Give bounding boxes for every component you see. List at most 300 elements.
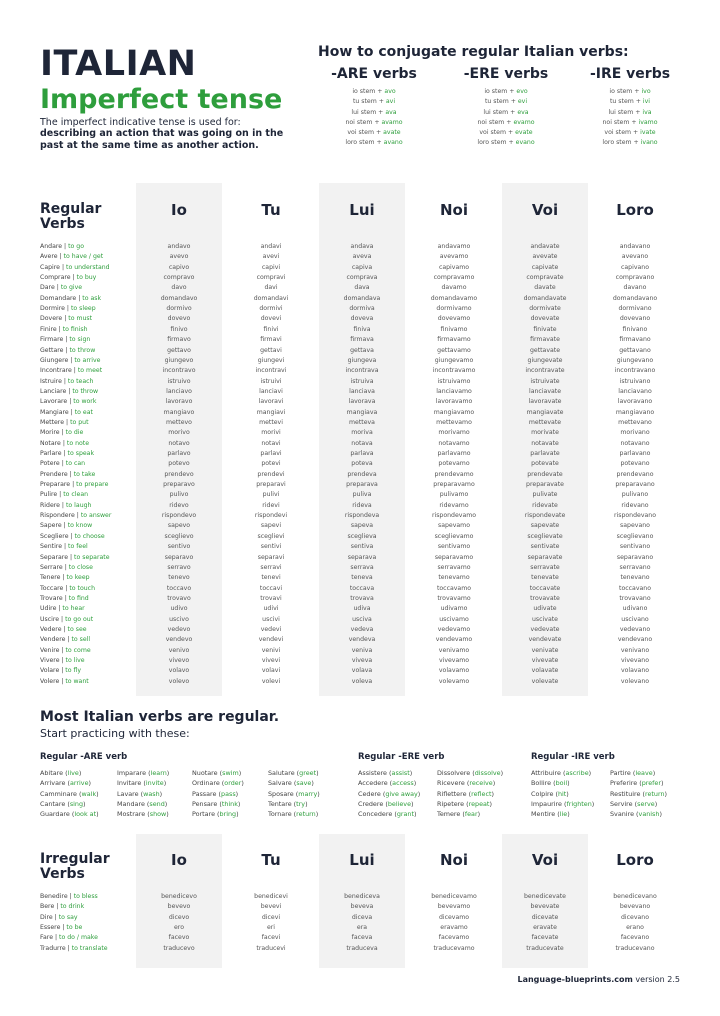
conjugated-form: potevamo <box>438 460 470 468</box>
practice-paren-close: ) <box>166 810 169 819</box>
verb-english: to prepare <box>76 481 109 489</box>
conjugated-form: gettavate <box>529 346 561 354</box>
conjugated-form: rispondevate <box>524 512 566 520</box>
practice-verb-english: try <box>296 799 306 808</box>
practice-paren-close: ) <box>235 789 239 798</box>
conjugated-form: notavate <box>531 439 559 447</box>
practice-verb-english: walk <box>81 789 97 798</box>
conjugated-form: dormivamo <box>436 305 472 313</box>
practice-paren-close: ) <box>83 799 86 808</box>
verb-english: to want <box>65 677 89 685</box>
verb-infinitive <box>40 563 93 573</box>
conjugation-group <box>314 66 434 149</box>
verb-italian: Istruire <box>40 377 62 385</box>
conjugation-rule <box>314 87 434 97</box>
practice-paren-open: ( <box>293 799 297 808</box>
conjugated-form: ridevamo <box>439 501 469 509</box>
verb-infinitive <box>40 470 95 480</box>
verb-infinitive <box>40 615 93 625</box>
conjugated-form: volevi <box>261 677 281 685</box>
practice-verb-italian: Mostrare <box>117 810 148 819</box>
practice-verb-italian: Invitare <box>117 779 144 788</box>
practice-verb <box>40 778 91 788</box>
practice-paren-close: ) <box>500 769 504 777</box>
conjugated-form: vedevate <box>530 625 560 633</box>
pronoun-header-lui: Lui <box>349 851 375 869</box>
conjugated-form: capivi <box>261 263 281 271</box>
conjugated-form: notava <box>351 439 373 447</box>
conjugated-form: bevevo <box>167 903 191 911</box>
conjugated-form: dicevamo <box>438 913 470 921</box>
conjugation-rule <box>570 128 690 138</box>
verb-separator: | <box>67 893 74 900</box>
conjugated-form: andavate <box>530 243 560 250</box>
conjugated-form: lanciavo <box>166 387 192 395</box>
conjugated-form: separavano <box>616 553 654 561</box>
conjugated-form: dovevamo <box>437 315 471 323</box>
verb-infinitive <box>40 625 87 635</box>
conjugated-form: istruiva <box>350 377 374 385</box>
conjugated-form: notavano <box>620 439 650 447</box>
conjugation-stem: io stem + <box>352 88 385 95</box>
verb-separator: | <box>60 439 67 447</box>
verb-italian: Tradurre <box>40 944 66 952</box>
conjugated-form: parlavo <box>167 450 191 457</box>
practice-verb-english: greet <box>299 769 317 777</box>
conjugation-stem: io stem + <box>609 88 642 95</box>
conjugated-form: beveva <box>350 903 374 911</box>
conjugated-form: dormivate <box>529 305 561 313</box>
conjugated-form: incontravano <box>614 367 656 375</box>
regular-verbs-title: Regular Verbs <box>40 201 102 232</box>
conjugated-form: separavamo <box>434 553 474 561</box>
conjugation-stem: loro stem + <box>602 139 641 147</box>
conjugated-form: sentivano <box>619 543 651 551</box>
practice-verb-italian: Cedere <box>358 789 383 798</box>
conjugation-ending: ivano <box>640 139 658 147</box>
conjugated-form: rispondevamo <box>431 512 477 520</box>
verb-separator: | <box>62 315 69 323</box>
verb-english: to speak <box>67 450 95 457</box>
practice-verb-italian: Restituire <box>610 789 643 798</box>
page-title: ITALIAN <box>40 44 197 84</box>
conjugated-form: bevevamo <box>437 903 471 911</box>
conjugated-form: veniva <box>351 646 373 654</box>
conjugation-rule <box>570 97 690 107</box>
practice-verb-english: boil <box>555 779 568 788</box>
verb-english: to be <box>66 924 83 932</box>
verb-separator: | <box>68 408 75 416</box>
verb-italian: Lavorare <box>40 398 68 406</box>
conjugated-form: serrava <box>350 563 374 571</box>
verb-italian: Sapere <box>40 522 62 530</box>
conjugated-form: traducevano <box>615 944 655 952</box>
practice-paren-close: ) <box>477 810 481 819</box>
pronoun-header-loro: Loro <box>616 851 654 869</box>
conjugated-form: separavate <box>527 553 563 561</box>
practice-paren-close: ) <box>566 789 569 798</box>
verb-infinitive <box>40 408 93 418</box>
verb-separator: | <box>68 356 75 364</box>
verb-infinitive <box>40 459 85 469</box>
practice-verb-english: give away <box>385 789 418 798</box>
practice-paren-open: ( <box>389 779 393 788</box>
practice-verb-english: vanish <box>638 810 660 819</box>
conjugated-form: toccava <box>349 584 375 592</box>
conjugation-ending: ivi <box>642 98 651 106</box>
practice-verb <box>268 778 314 788</box>
practice-paren-close: ) <box>164 799 168 808</box>
verb-infinitive <box>40 944 108 954</box>
verb-infinitive <box>40 490 88 500</box>
practice-verb <box>268 799 308 809</box>
practice-paren-open: ( <box>563 769 566 777</box>
practice-paren-close: ) <box>315 810 319 819</box>
practice-verb-italian: Portare <box>192 810 218 819</box>
conjugated-form: bevevano <box>619 903 651 911</box>
conjugated-form: preparavano <box>615 481 655 489</box>
verb-english: to touch <box>69 584 95 592</box>
practice-verb <box>610 809 662 819</box>
conjugated-form: moriva <box>351 429 373 437</box>
conjugated-form: diceva <box>351 913 373 921</box>
practice-verb-italian: Camminare <box>40 789 80 798</box>
practice-verb <box>40 768 81 778</box>
verb-separator: | <box>64 305 71 313</box>
conjugated-form: compravo <box>163 274 195 282</box>
conjugated-form: prendevo <box>164 470 194 478</box>
practice-verb-english: believe <box>387 799 412 808</box>
conjugated-form: sapeva <box>350 522 374 530</box>
conjugated-form: sapevo <box>167 522 191 530</box>
page-subtitle: Imperfect tense <box>40 84 283 115</box>
conjugated-form: davo <box>171 284 187 292</box>
verb-italian: Separare <box>40 553 69 561</box>
conjugated-form: dormivano <box>618 305 652 313</box>
verb-infinitive <box>40 656 85 666</box>
verb-infinitive <box>40 604 85 614</box>
verb-italian: Trovare <box>40 594 63 602</box>
conjugated-form: udivo <box>170 605 188 613</box>
practice-paren-close: ) <box>661 779 664 788</box>
verb-separator: | <box>68 553 75 561</box>
conjugated-form: uscivate <box>532 615 558 623</box>
practice-paren-close: ) <box>96 789 99 798</box>
practice-paren-open: ( <box>79 789 82 798</box>
conjugated-form: dicevo <box>168 913 190 921</box>
verb-english: to sleep <box>70 305 96 313</box>
practice-verb-english: assist <box>391 769 410 777</box>
practice-paren-open: ( <box>466 779 470 788</box>
conjugated-form: parlava <box>350 450 374 457</box>
conjugated-form: firmava <box>350 336 374 344</box>
verb-italian: Scegliere <box>40 532 69 540</box>
practice-paren-open: ( <box>462 810 465 819</box>
conjugated-form: gettavi <box>260 346 282 354</box>
practice-verb-english: grant <box>396 810 414 819</box>
practice-verb-english: reflect <box>471 789 492 798</box>
practice-verb-italian: Imparare <box>117 769 149 777</box>
conjugated-form: rispondevo <box>161 512 197 520</box>
practice-verb-english: swim <box>222 769 239 777</box>
conjugated-form: mettevano <box>618 418 652 426</box>
verb-infinitive <box>40 263 110 273</box>
conjugation-stem: voi stem + <box>347 129 384 137</box>
conjugated-form: rispondevi <box>254 512 288 520</box>
practice-paren-close: ) <box>317 789 320 798</box>
conjugated-form: firmavate <box>530 336 560 344</box>
verb-english: to teach <box>67 377 94 385</box>
practice-paren-open: ( <box>146 799 150 808</box>
conjugated-form: era <box>356 924 368 932</box>
conjugated-form: capivate <box>531 263 559 271</box>
conjugated-form: preparavi <box>256 481 286 489</box>
conjugated-form: uscivano <box>621 615 649 623</box>
practice-verb-italian: Preferire <box>610 779 640 788</box>
conjugated-form: andava <box>350 243 374 250</box>
practice-paren-open: ( <box>143 779 146 788</box>
conjugated-form: viveva <box>351 657 373 664</box>
practice-verb <box>437 789 494 799</box>
conjugated-form: sceglieva <box>347 532 377 540</box>
pronoun-header-lui: Lui <box>349 201 375 219</box>
conjugation-stem: noi stem + <box>602 118 639 126</box>
verb-separator: | <box>66 387 73 395</box>
practice-verb-english: order <box>224 779 242 788</box>
conjugated-form: benedicevamo <box>431 893 477 900</box>
practice-verb-english: frighten <box>566 799 592 808</box>
practice-verb <box>117 768 169 778</box>
verb-separator: | <box>60 574 67 582</box>
conjugated-form: parlavi <box>260 450 282 457</box>
practice-paren-open: ( <box>636 810 639 819</box>
conjugated-form: morivate <box>531 429 559 437</box>
conjugated-form: serravo <box>167 563 191 571</box>
conjugation-rule <box>314 108 434 118</box>
practice-verb-italian: Riflettere <box>437 789 469 798</box>
conjugated-form: firmavamo <box>437 336 471 344</box>
conjugated-form: usciva <box>352 615 372 623</box>
verb-italian: Vendere <box>40 636 66 644</box>
conjugated-form: prendevate <box>527 470 563 478</box>
verb-italian: Capire <box>40 263 60 271</box>
verb-english: to separate <box>74 553 110 561</box>
conjugated-form: prendeva <box>347 470 377 478</box>
verb-english: to bless <box>73 893 98 900</box>
practice-paren-open: ( <box>140 789 144 798</box>
practice-verb-english: serve <box>637 799 655 808</box>
practice-verb <box>437 778 495 788</box>
verb-english: to give <box>60 284 83 292</box>
conjugated-form: vedevamo <box>437 625 471 633</box>
conjugated-form: capiva <box>351 263 373 271</box>
conjugated-form: dormivo <box>166 305 192 313</box>
verb-english: to buy <box>76 274 97 282</box>
verb-separator: | <box>63 584 70 592</box>
conjugated-form: trovavano <box>619 594 651 602</box>
verb-english: to can <box>65 460 86 468</box>
verb-english: to close <box>68 563 93 571</box>
practice-paren-close: ) <box>78 769 82 777</box>
conjugated-form: morivamo <box>438 429 470 437</box>
conjugated-form: volevo <box>168 677 190 685</box>
conjugation-rule <box>314 138 434 148</box>
conjugated-form: avevamo <box>439 253 469 261</box>
practice-paren-open: ( <box>217 810 220 819</box>
conjugated-form: mangiava <box>346 408 378 416</box>
verb-italian: Tenere <box>40 574 61 582</box>
practice-verb-italian: Svanire <box>610 810 637 819</box>
verb-infinitive <box>40 294 101 304</box>
conjugation-rule <box>446 128 566 138</box>
practice-verb <box>192 799 240 809</box>
practice-paren-open: ( <box>65 769 68 777</box>
conjugated-form: eravate <box>533 924 557 932</box>
practice-verb-english: repeat <box>468 799 490 808</box>
conjugation-stem: noi stem + <box>345 118 382 126</box>
conjugation-stem: noi stem + <box>477 118 514 126</box>
conjugated-form: traducevamo <box>433 944 475 952</box>
conjugated-form: gettavano <box>619 346 651 354</box>
conjugated-form: firmavi <box>260 336 282 344</box>
conjugated-form: gettavo <box>167 346 191 354</box>
pronoun-header-io: Io <box>171 851 187 869</box>
conjugated-form: trovavamo <box>437 594 471 602</box>
conjugated-form: andavamo <box>437 243 471 250</box>
conjugated-form: faceva <box>351 934 373 942</box>
footer-site[interactable]: Language-blueprints.com <box>517 975 633 984</box>
practice-verb <box>117 799 167 809</box>
verb-italian: Lanciare <box>40 387 67 395</box>
conjugated-form: giungevamo <box>434 356 474 364</box>
conjugated-form: poteva <box>351 460 373 468</box>
verb-separator: | <box>60 924 67 932</box>
practice-paren-close: ) <box>159 789 163 798</box>
conjugated-form: facevamo <box>438 934 470 942</box>
conjugated-form: mettevi <box>259 418 283 426</box>
practice-verb-italian: Temere <box>437 810 463 819</box>
verb-infinitive <box>40 387 98 397</box>
verb-separator: | <box>59 263 67 271</box>
verb-separator: | <box>61 450 68 457</box>
conjugated-form: capivamo <box>438 263 470 271</box>
verb-infinitive <box>40 666 81 676</box>
conjugated-form: avevano <box>621 253 649 261</box>
verb-italian: Serrare <box>40 563 63 571</box>
verb-italian: Andare <box>40 243 63 250</box>
conjugated-form: giungevi <box>257 356 285 364</box>
conjugated-form: mettevate <box>528 418 562 426</box>
practice-verb-english: prefer <box>641 779 661 788</box>
practice-paren-close: ) <box>411 799 414 808</box>
practice-verb <box>268 809 318 819</box>
conjugated-form: lanciavi <box>259 387 283 395</box>
conjugated-form: dovevate <box>530 315 560 323</box>
conjugated-form: separavi <box>257 553 285 561</box>
conjugated-form: preparavate <box>526 481 564 489</box>
conjugation-rule <box>570 108 690 118</box>
practice-verb-italian: Guardare <box>40 810 72 819</box>
practice-verb-italian: Lavare <box>117 789 141 798</box>
conjugated-form: sentivi <box>260 543 282 551</box>
verb-italian: Dare <box>40 284 55 292</box>
conjugated-form: tenevi <box>261 574 281 582</box>
verb-infinitive <box>40 449 94 459</box>
practice-group-title: Regular -ERE verb <box>358 752 445 762</box>
practice-verb-english: hit <box>557 789 567 798</box>
conjugated-form: notavamo <box>438 439 470 447</box>
verb-italian: Rispondere <box>40 512 75 520</box>
verb-italian: Morire <box>40 429 60 437</box>
conjugation-ending: evamo <box>513 118 535 126</box>
conjugation-ending: ava <box>385 108 397 116</box>
conjugated-form: udivi <box>263 605 279 613</box>
conjugated-form: lavoravi <box>258 398 284 406</box>
verb-english: to go <box>68 243 85 250</box>
verb-separator: | <box>56 325 63 333</box>
verb-english: to do / make <box>59 934 98 942</box>
practice-verb-italian: Ordinare <box>192 779 222 788</box>
practice-verb-english: invite <box>145 779 164 788</box>
conjugated-form: compravi <box>256 274 286 282</box>
verb-infinitive <box>40 511 111 521</box>
conjugated-form: erano <box>626 924 644 932</box>
practice-group-title: Regular -ARE verb <box>40 752 128 762</box>
practice-paren-open: ( <box>71 810 75 819</box>
verb-english: to sell <box>71 636 91 644</box>
practice-paren-open: ( <box>555 789 558 798</box>
conjugated-form: giungevate <box>527 356 563 364</box>
conjugation-rule <box>570 118 690 128</box>
conjugated-form: sapevi <box>260 522 282 530</box>
conjugated-form: sentivo <box>167 543 191 551</box>
conjugated-form: dicevano <box>620 913 650 921</box>
conjugation-stem: lui stem + <box>608 108 643 116</box>
verb-separator: | <box>62 543 69 551</box>
conjugated-form: vedevano <box>619 625 651 633</box>
practice-verb-english: send <box>149 799 165 808</box>
practice-paren-close: ) <box>489 799 492 808</box>
conjugated-form: finivano <box>622 325 648 333</box>
practice-verb <box>268 768 319 778</box>
conjugated-form: notavi <box>261 439 281 447</box>
conjugated-form: andavi <box>260 243 282 250</box>
practice-paren-close: ) <box>491 789 494 798</box>
verb-italian: Volere <box>40 677 60 685</box>
conjugated-form: potevano <box>620 460 650 468</box>
conjugated-form: preparavamo <box>433 481 475 489</box>
practice-verb <box>117 809 169 819</box>
verb-italian: Mangiare <box>40 408 69 416</box>
conjugated-form: tenevano <box>620 574 650 582</box>
verb-separator: | <box>59 429 66 437</box>
verb-italian: Bere <box>40 903 55 911</box>
verb-infinitive <box>40 304 96 314</box>
verb-infinitive <box>40 428 83 438</box>
verb-separator: | <box>56 605 63 613</box>
conjugated-form: firmavo <box>167 336 191 344</box>
practice-paren-open: ( <box>557 810 560 819</box>
conjugated-form: incontravamo <box>432 367 476 375</box>
verb-infinitive <box>40 283 82 293</box>
conjugated-form: ridevo <box>169 501 189 509</box>
pronoun-header-tu: Tu <box>261 851 281 869</box>
practice-paren-close: ) <box>88 779 92 788</box>
verb-infinitive <box>40 366 102 376</box>
verb-italian: Ridere <box>40 501 60 509</box>
conjugated-form: finivamo <box>440 325 468 333</box>
conjugated-form: ridevate <box>532 501 558 509</box>
